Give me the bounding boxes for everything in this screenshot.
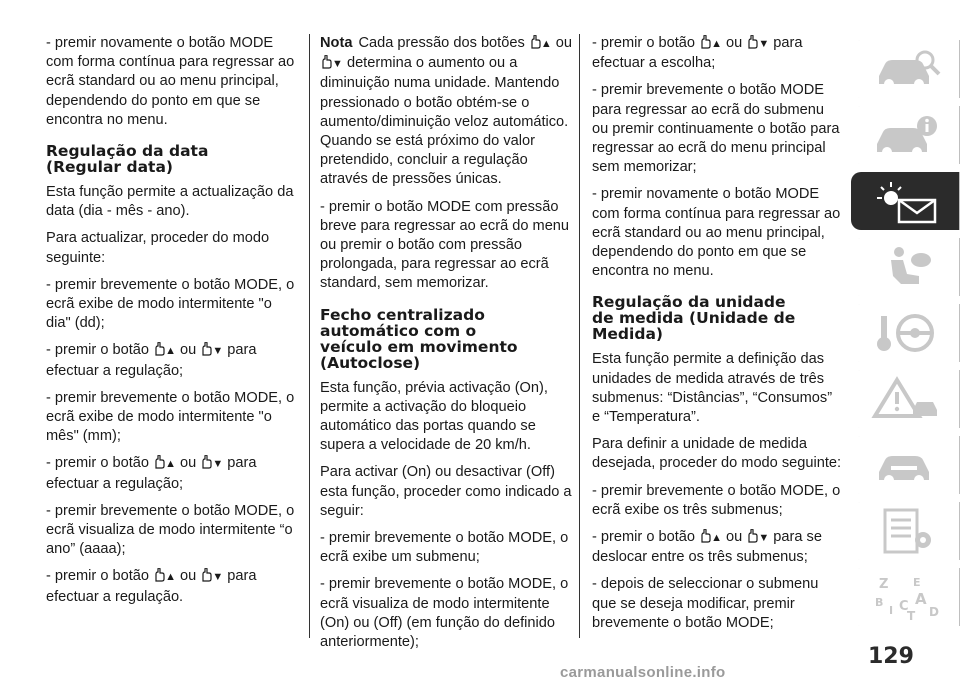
paragraph: Esta função, prévia activação (On), permite a activação do bloqueio automático das portas quando se supera a velocidade de 20 km/h.: [320, 379, 548, 454]
hand-press-icon: [746, 529, 758, 543]
text: - premir o botão: [46, 568, 150, 585]
heading-line: Regulação da unidade: [592, 293, 786, 312]
document-list-icon: [869, 508, 943, 554]
up-arrow-icon: ▲: [711, 38, 722, 50]
paragraph-buttons: [46, 567, 296, 606]
paragraph-buttons: [592, 528, 844, 567]
watermark: carmanualsonline.info: [560, 664, 726, 681]
car-info-icon: [869, 112, 943, 158]
text: ou: [180, 568, 197, 585]
paragraph: - premir brevemente o botão MODE, o ecrã exibe de modo intermitente "o dia" (dd);: [46, 276, 295, 332]
paragraph: - premir brevemente o botão MODE, o ecrã visualiza de modo intermitente “o ano” (aaaa);: [46, 502, 295, 558]
up-arrow-icon: ▲: [165, 345, 176, 358]
heading-line: Regulação da data: [46, 142, 209, 161]
heading-line: (Autoclose): [320, 353, 421, 372]
hand-press-icon: [699, 35, 711, 49]
down-arrow-icon: ▼: [332, 58, 343, 71]
hand-press-icon: [320, 55, 332, 69]
hand-press-icon: [200, 342, 212, 356]
hand-press-icon: [699, 529, 711, 543]
down-arrow-icon: ▼: [758, 38, 770, 50]
text: Cada pressão dos botões: [358, 35, 525, 51]
down-arrow-icon: ▼: [212, 571, 224, 584]
column-divider: [309, 34, 310, 638]
tab-emergency[interactable]: [851, 370, 960, 428]
paragraph-buttons: [592, 34, 844, 73]
page-number: 129: [868, 644, 914, 669]
section-heading-autoclose: [320, 307, 572, 371]
column-2: [320, 34, 572, 660]
column-divider: [579, 34, 580, 638]
up-arrow-icon: ▲: [711, 532, 722, 545]
hand-press-icon: [746, 35, 758, 49]
paragraph: Para activar (On) ou desactivar (Off) esta função, proceder como indicado a seguir:: [320, 464, 572, 519]
paragraph: Para actualizar, proceder do modo seguinte:: [46, 230, 270, 266]
heading-line: Fecho centralizado: [320, 305, 485, 324]
tab-vehicle-knowledge[interactable]: [851, 40, 960, 98]
down-arrow-icon: ▼: [212, 345, 224, 358]
index-letter: T: [906, 609, 915, 620]
text: determina o aumento ou a diminuição numa unidade. Mantendo pressionado o botão obtém-se o aumento/diminuição veloz automático. Quando se está próximo do valor pretendido, concluir a regulação através de pressões únicas.: [320, 55, 569, 188]
index-letter: D: [928, 605, 939, 619]
hand-press-icon: [153, 455, 165, 469]
key-steering-wheel-icon: [869, 310, 943, 356]
section-heading-date: [46, 143, 296, 175]
index-letter: B: [874, 596, 883, 609]
up-arrow-icon: ▲: [540, 38, 552, 50]
car-magnifier-icon: [869, 46, 943, 92]
tab-index[interactable]: [851, 568, 960, 626]
text: ou: [555, 35, 573, 51]
index-letter: A: [914, 590, 927, 608]
paragraph-buttons: [46, 454, 296, 493]
tab-safety[interactable]: [851, 238, 960, 296]
paragraph: Esta função permite a definição das unidades de medida através de três submenus: “Distâncias”, “Consumos” e “Temperatura”.: [592, 351, 833, 426]
text: para efectuar a escolha;: [592, 35, 803, 72]
warning-triangle-car-icon: [869, 376, 943, 422]
column-1: [46, 34, 296, 615]
paragraph: - premir brevemente o botão MODE, o ecrã visualiza de modo intermitente (On) ou (Off) (em função do definido anteriormente);: [320, 576, 569, 651]
paragraph: - premir brevemente o botão MODE, o ecrã exibe um submenu;: [320, 530, 569, 566]
paragraph: Esta função permite a actualização da data (dia - mês - ano).: [46, 184, 294, 220]
down-arrow-icon: ▼: [212, 458, 224, 471]
tab-starting-driving[interactable]: [851, 304, 960, 362]
hand-press-icon: [153, 342, 165, 356]
tab-vehicle-info[interactable]: [851, 106, 960, 164]
text: para se deslocar entre os três submenus;: [592, 529, 822, 566]
paragraph: - premir brevemente o botão MODE para regressar ao ecrã do submenu ou premir continuamente o botão para regressar ao ecrã do menu principal sem memorizar;: [592, 82, 840, 176]
heading-line: (Regular data): [46, 158, 173, 177]
text: - premir o botão: [46, 342, 150, 359]
heading-line: de medida (Unidade de: [592, 309, 796, 328]
paragraph: - premir o botão MODE com pressão breve para regressar ao ecrã do menu ou premir o botão com pressão prolongada, para regressar ao ecrã standard, sem memorizar.: [320, 198, 570, 292]
section-heading-units: [592, 294, 844, 342]
text: - premir o botão: [46, 455, 150, 472]
up-arrow-icon: ▲: [165, 571, 176, 584]
seat-airbag-icon: [869, 244, 943, 290]
heading-line: Medida): [592, 325, 663, 344]
hand-press-icon: [153, 568, 165, 582]
heading-line: automático com o: [320, 321, 477, 340]
up-arrow-icon: ▲: [165, 458, 176, 471]
hand-press-icon: [529, 35, 541, 49]
down-arrow-icon: ▼: [758, 532, 770, 545]
paragraph: - depois de seleccionar o submenu que se deseja modificar, premir brevemente o botão MODE;: [592, 576, 819, 631]
tab-technical-data[interactable]: [851, 502, 960, 560]
paragraph: - premir novamente o botão MODE com forma contínua para regressar ao ecrã standard ou ao menu principal, dependendo do ponto em que se encontra no menu.: [592, 186, 841, 280]
text: - premir o botão: [592, 35, 696, 51]
car-maintenance-icon: [869, 442, 943, 488]
tab-warning-lights-messages[interactable]: [851, 172, 960, 230]
index-letter: I: [888, 604, 893, 617]
paragraph: Para definir a unidade de medida desejada, proceder do modo seguinte:: [592, 436, 842, 472]
text: - premir o botão: [592, 529, 696, 546]
text: ou: [726, 529, 743, 546]
paragraph: - premir brevemente o botão MODE, o ecrã exibe de modo intermitente "o mês" (mm);: [46, 389, 295, 445]
hand-press-icon: [200, 455, 212, 469]
text: ou: [180, 455, 197, 472]
hand-press-icon: [200, 568, 212, 582]
note-paragraph: [320, 34, 572, 190]
text: ou: [180, 342, 197, 359]
tab-maintenance[interactable]: [851, 436, 960, 494]
paragraph: - premir novamente o botão MODE com forma contínua para regressar ao ecrã standard ou ao menu principal, dependendo do ponto em que se encontra no menu.: [46, 35, 295, 128]
text: ou: [726, 35, 743, 51]
index-letter: E: [912, 576, 921, 589]
column-3: [592, 34, 844, 641]
paragraph-buttons: [46, 341, 296, 380]
text: para efectuar a regulação.: [46, 568, 257, 605]
heading-line: veículo em movimento: [320, 337, 518, 356]
index-letter: Z: [878, 577, 888, 592]
text: para efectuar a regulação;: [46, 342, 257, 379]
text: para efectuar a regulação;: [46, 455, 257, 492]
paragraph: - premir brevemente o botão MODE, o ecrã exibe os três submenus;: [592, 482, 841, 518]
alphabet-index-icon: [869, 574, 943, 620]
warning-light-message-icon: [869, 178, 943, 224]
index-letter: C: [898, 599, 909, 614]
note-title: Nota: [320, 35, 353, 51]
